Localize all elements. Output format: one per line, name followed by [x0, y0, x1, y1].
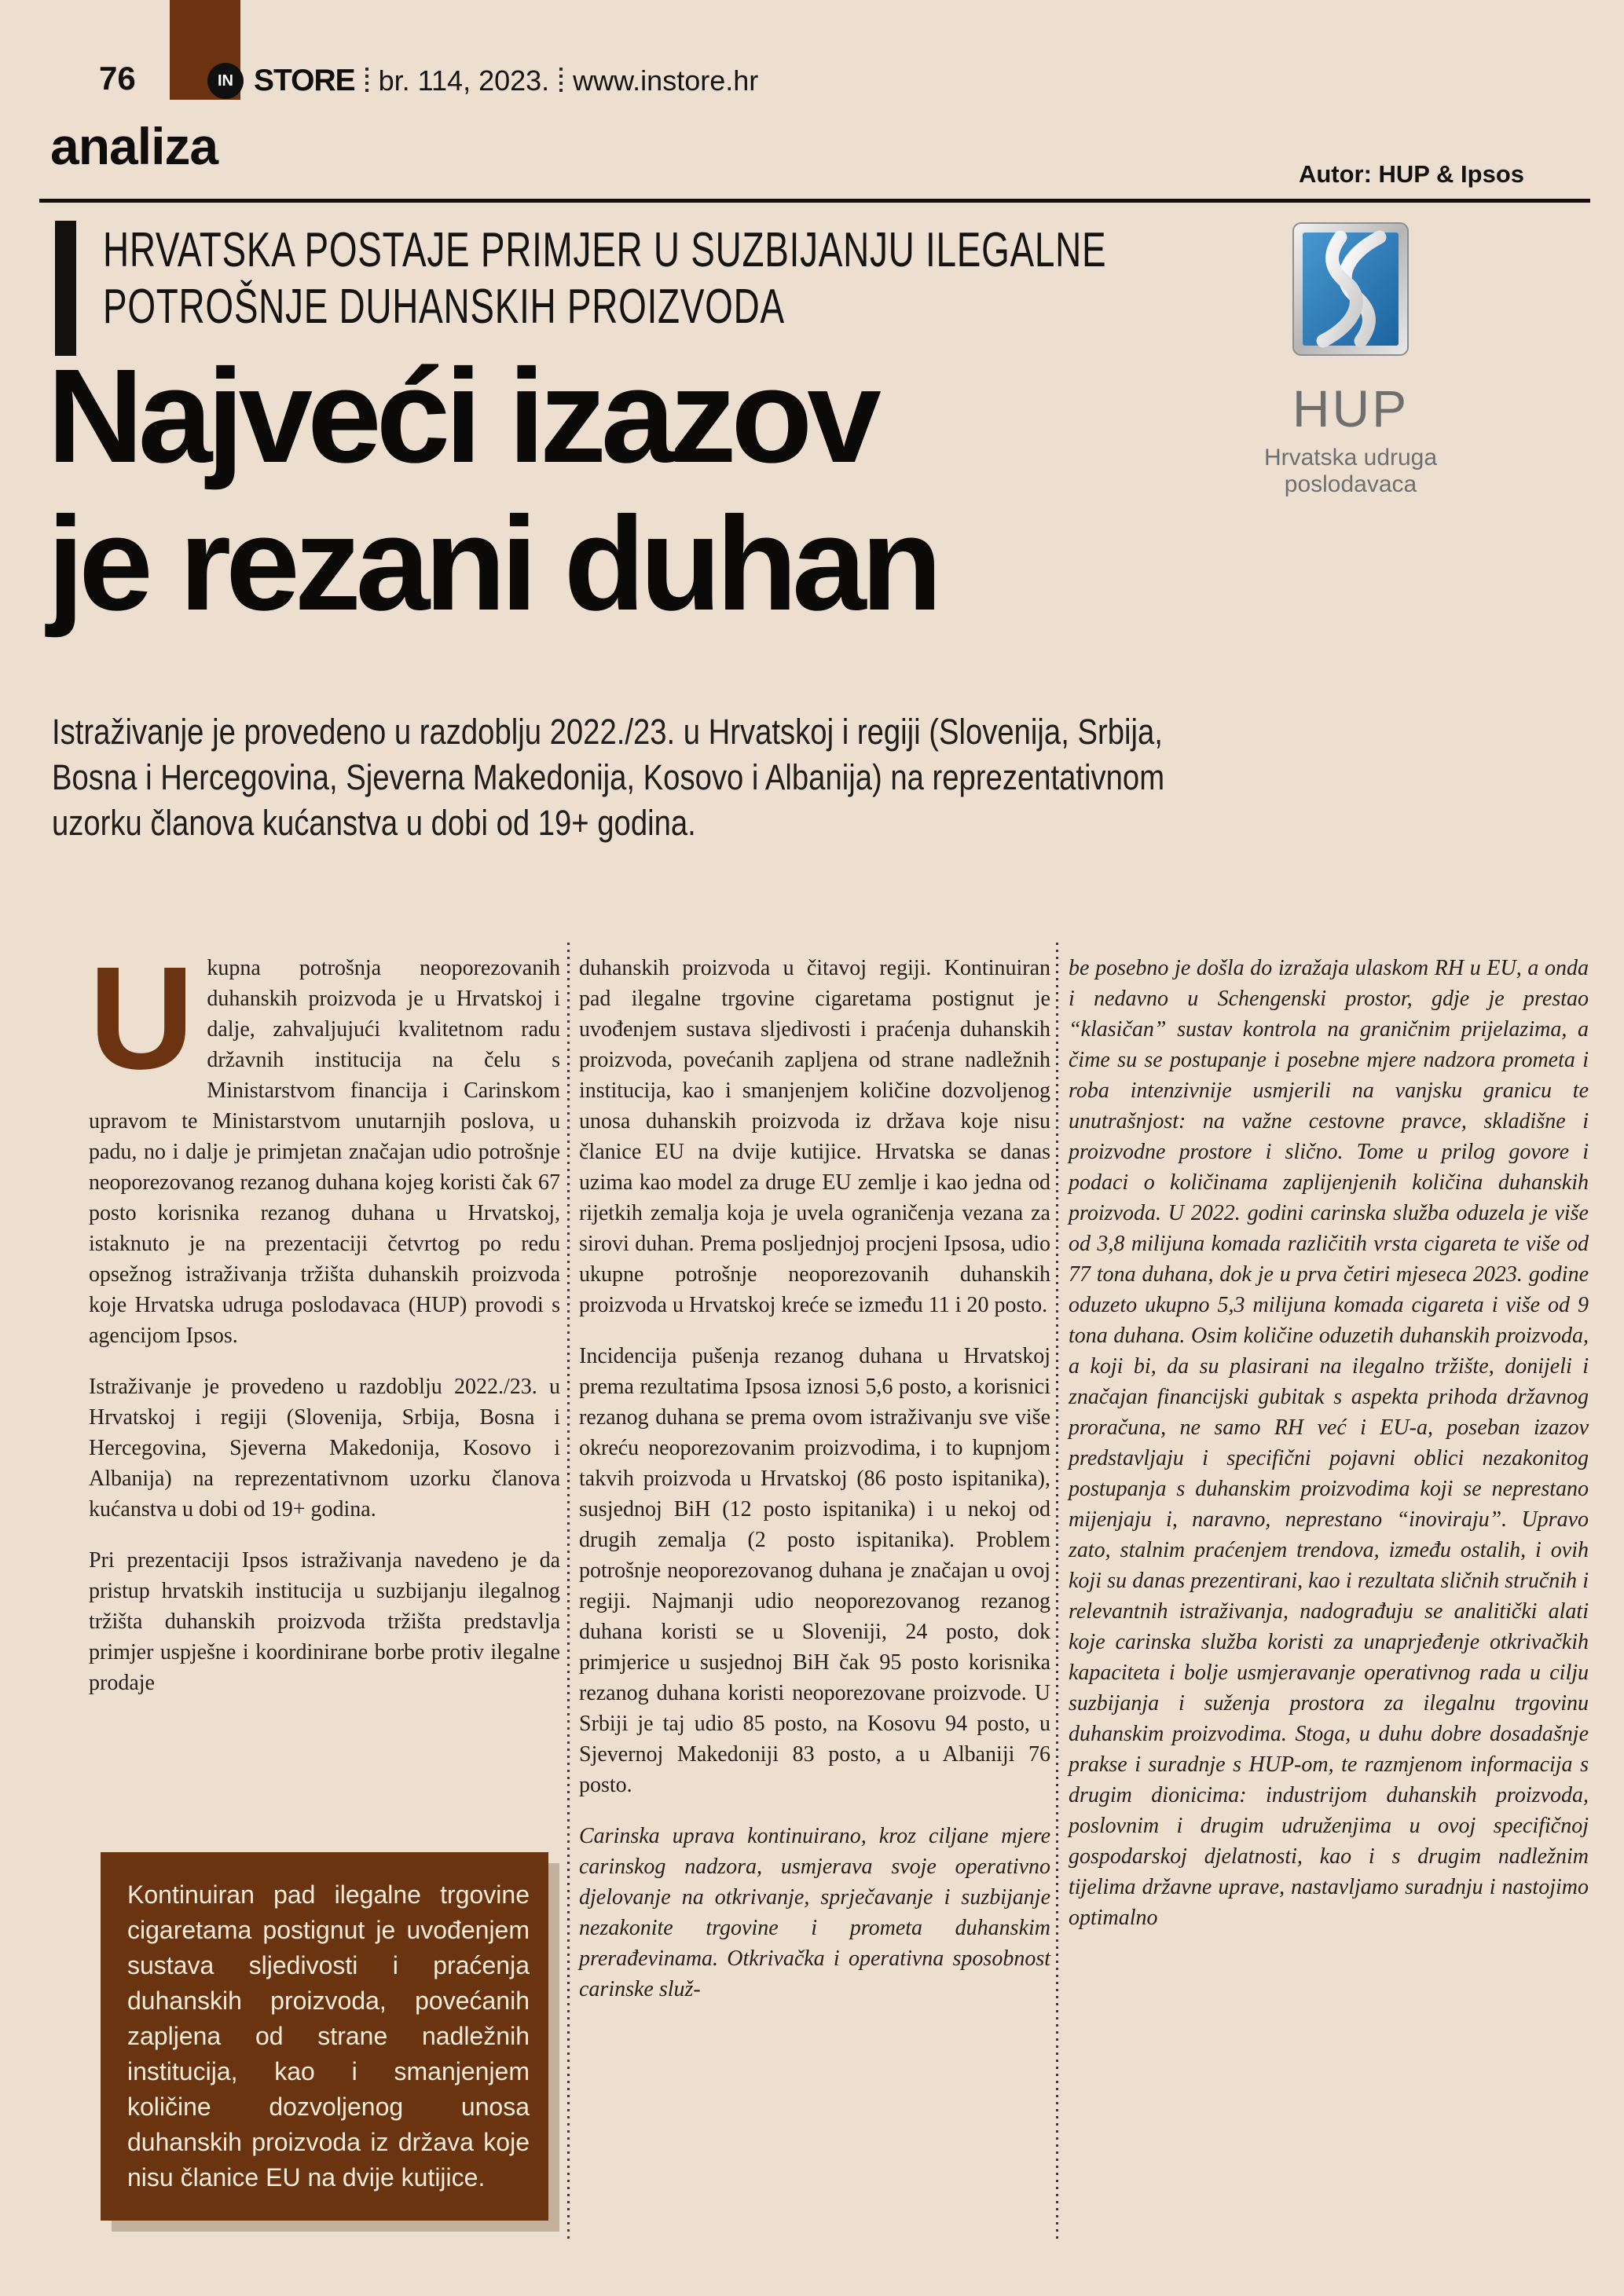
kicker-line: POTROŠNJE DUHANSKIH PROIZVODA	[103, 280, 785, 334]
instore-in-badge-icon: IN	[207, 63, 244, 99]
kicker-line: HRVATSKA POSTAJE PRIMJER U SUZBIJANJU ILEGALNE	[103, 223, 1107, 277]
paragraph: Pri prezentaciji Ipsos istraživanja navedeno je da pristup hrvatskih institucija u suzbijanju ilegalnog tržišta duhanskih proizvoda tržišta predstavlja primjer uspješne i koordinirane borbe protiv ilegalne prodaje	[89, 1548, 560, 1695]
website-link[interactable]: www.instore.hr	[573, 64, 759, 97]
hup-tagline: Hrvatska udruga poslodavaca	[1263, 445, 1438, 497]
dotted-separator-icon	[365, 68, 368, 94]
dotted-separator-icon	[559, 68, 563, 94]
callout-box: Kontinuiran pad ilegalne trgovine cigaretama postignut je uvođenjem sustava sljedivosti i praćenja duhanskih proizvoda, povećanih zapljena od strane nadležnih institucija, kao i smanjenjem količine dozvoljenog unosa duhanskih proizvoda iz država koje nisu članice EU na dvije kutijice.	[101, 1852, 548, 2221]
hup-logo	[1201, 222, 1501, 498]
instore-masthead	[207, 63, 758, 99]
hup-acronym: HUP	[1292, 379, 1410, 438]
instore-wordmark: STORE	[254, 64, 355, 97]
body-column-1	[89, 937, 560, 1719]
article-lead: Istraživanje je provedeno u razdoblju 2022./23. u Hrvatskoj i regiji (Slovenija, Srbija, Bosna i Hercegovina, Sjeverna Makedonija, Kosovo i Albanija) na reprezentativnom uzorku članova kućanstva u dobi od 19+ godina.	[52, 712, 1165, 843]
article-headline	[47, 342, 937, 638]
kicker	[103, 222, 1106, 335]
paragraph-text: kupna potrošnja neoporezovanih duhanskih proizvoda je u Hrvatskoj i dalje, zahvaljujući kvalitetnom radu državnih institucija na čelu s Ministarstvom financija i Carinskom upravom te Ministarstvom unutarnjih poslova, u padu, no i dalje je primjetan značajan udio potrošnje neoporezovanog rezanog duhana kojeg koristi čak 67 posto korisnika rezanog duhana u Hrvatskoj, istaknuto je na prezentaciji četvrtog po redu opsežnog istraživanja tržišta duhanskih proizvoda koje Hrvatska udruga poslodavaca (HUP) provodi s agencijom Ipsos.	[89, 956, 560, 1348]
header-rule	[39, 199, 1590, 203]
section-title: analiza	[50, 117, 218, 175]
drop-cap: U	[89, 937, 195, 1100]
page-number: 76	[99, 60, 136, 97]
paragraph	[89, 937, 560, 1351]
hup-chain-icon	[1292, 222, 1410, 357]
paragraph: duhanskih proizvoda u čitavoj regiji. Kontinuiran pad ilegalne trgovine cigaretama postignut je uvođenjem sustava sljedivosti i praćenja duhanskih proizvoda, povećanih zapljena od strane nadležnih institucija, kao i smanjenjem količine dozvoljenog unosa duhanskih proizvoda iz država koje nisu članice EU na dvije kutijice. Hrvatska se danas uzima kao model za druge EU zemlje i kao jedna od rijetkih zemalja koja je uvela ograničenja vezana za sirovi duhan. Prema posljednjoj procjeni Ipsosa, udio ukupne potrošnje neoporezovanih duhanskih proizvoda u Hrvatskoj kreće se između 11 i 20 posto.	[579, 956, 1050, 1317]
author-credit: Autor: HUP & Ipsos	[1298, 160, 1524, 188]
headline-line: Najveći izazov	[47, 342, 876, 491]
column-divider	[567, 943, 570, 2243]
issue-number: br. 114, 2023.	[378, 64, 550, 97]
paragraph: Incidencija pušenja rezanog duhana u Hrvatskoj prema rezultatima Ipsosa iznosi 5,6 posto, a korisnici rezanog duhana se prema ovom istraživanju sve više okreću neoporezovanim proizvodima, i to kupnjom takvih proizvoda u Hrvatskoj (86 posto ispitanika), susjednoj BiH (12 posto ispitanika) i u nekoj od drugih zemalja (2 posto ispitanika). Problem potrošnje neoporezovanog duhana je značajan u ovoj regiji. Najmanji udio neoporezovanog rezanog duhana koristi se u Sloveniji, 24 posto, dok primjerice u susjednoj BiH čak 95 posto korisnika rezanog duhana koristi neoporezovane proizvode. U Srbiji je taj udio 85 posto, na Kosovu 94 posto, u Sjevernoj Makedoniji 83 posto, a u Albaniji 76 posto.	[579, 1344, 1050, 1797]
paragraph: Istraživanje je provedeno u razdoblju 2022./23. u Hrvatskoj i regiji (Slovenija, Srbija, Bosna i Hercegovina, Sjeverna Makedonija, Kosovo i Albanija) na reprezentativnom uzorku članova kućanstva u dobi od 19+ godina.	[89, 1375, 560, 1522]
body-column-2	[579, 953, 1050, 2025]
paragraph-italic: be posebno je došla do izražaja ulaskom RH u EU, a onda i nedavno u Schengenski prostor, gdje je prestao “klasičan” sustav kontrola na graničnim prijelazima, a čime su se postupanje i posebne mjere nadzora prometa i roba intenzivnije usmjerili na vanjsku granicu te unutrašnjost: na važne cestovne pravce, skladišne i proizvodne prostore i slično. Tome u prilog govore i podaci o količinama zaplijenjenih količina duhanskih proizvoda. U 2022. godini carinska služba oduzela je više od 3,8 milijuna komada različitih vrsta cigareta te više od 77 tona duhana, dok je u prva četiri mjeseca 2023. godine oduzeto ukupno 5,3 milijuna komada cigareta i više od 9 tona duhana. Osim količine oduzetih duhanskih proizvoda, a koji bi, da su plasirani na ilegalno tržište, donijeli i značajan financijski gubitak s aspekta prihoda državnog proračuna, ne samo RH već i EU-a, poseban izazov predstavljaju i specifični pojavni oblici nezakonitog postupanja s duhanskim proizvodima koji se neprestano mijenjaju i, naravno, neprestano “inoviraju”. Upravo zato, stalnim praćenjem trendova, između ostalih, i ovih koji su danas prezentirani, kao i rezultata sličnih stručnih i relevantnih istraživanja, nadograđuju se analitički alati koje carinska služba koristi za unaprjeđenje otkrivačkih kapaciteta i bolje usmjeravanje operativnog rada u cilju suzbijanja i suženja prostora za ilegalnu trgovinu duhanskim proizvodima. Stoga, u duhu dobre dosadašnje prakse i suradnje s HUP-om, te razmjenom informacija s drugim dionicima: industrijom duhanskih proizvoda, poslovnim i drugim udruženjima u ovoj specifičnoj gospodarskoj djelatnosti, kao i s drugim nadležnim tijelima državne uprave, nastavljamo suradnju i nastojimo optimalno	[1069, 956, 1589, 1930]
headline-line: je rezani duhan	[47, 489, 937, 639]
paragraph-italic: Carinska uprava kontinuirano, kroz ciljane mjere carinskog nadzora, usmjerava svoje operativno djelovanje na otkrivanje, sprječavanje i suzbijanje nezakonite trgovine i prometa duhanskim prerađevinama. Otkrivačka i operativna sposobnost carinske služ-	[579, 1824, 1050, 2001]
column-divider	[1056, 943, 1058, 2243]
kicker-accent-bar	[55, 221, 76, 356]
body-column-3	[1069, 953, 1589, 1954]
